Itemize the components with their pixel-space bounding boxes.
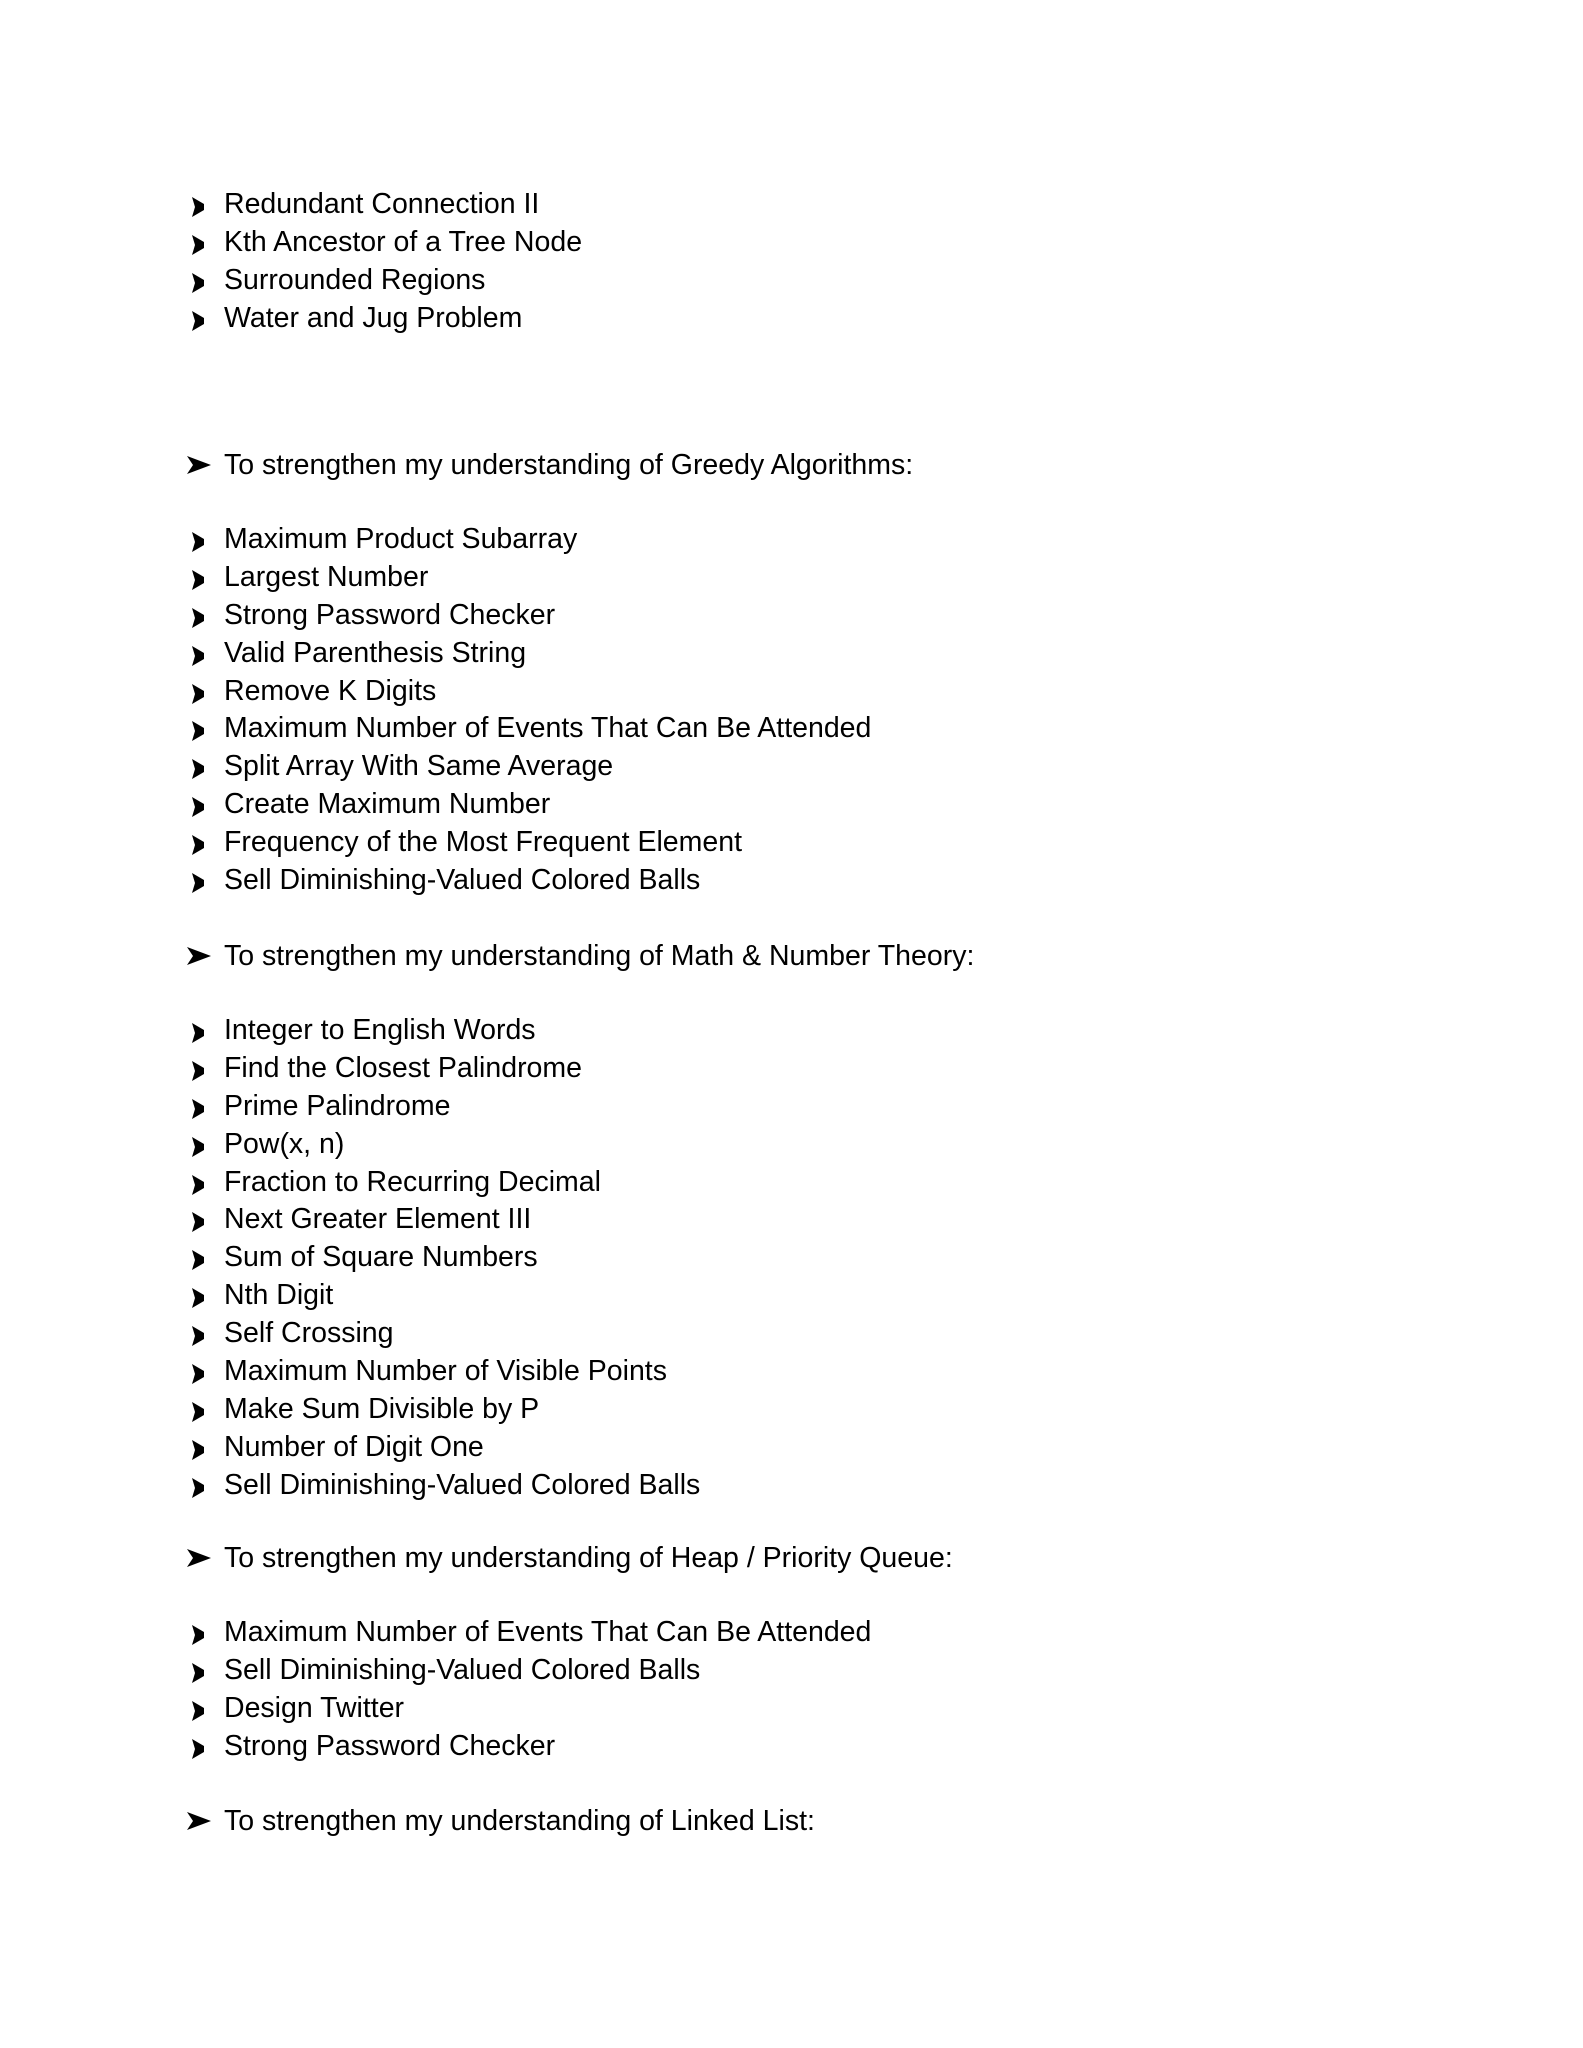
arrowhead-bullet-icon bbox=[191, 1478, 205, 1498]
list-item: Strong Password Checker bbox=[187, 1728, 1387, 1766]
arrowhead-bullet-icon bbox=[191, 311, 205, 331]
list-item: Surrounded Regions bbox=[187, 262, 1387, 300]
arrowhead-bullet-icon bbox=[191, 1625, 205, 1645]
arrowhead-bullet-icon bbox=[191, 608, 205, 628]
list-item: Water and Jug Problem bbox=[187, 300, 1387, 338]
list-item: Create Maximum Number bbox=[187, 786, 1387, 824]
section-list-math bbox=[187, 1012, 1387, 1505]
list-item: Fraction to Recurring Decimal bbox=[187, 1164, 1387, 1202]
arrowhead-bullet-icon bbox=[191, 1212, 205, 1232]
list-item: Nth Digit bbox=[187, 1277, 1387, 1315]
arrowhead-bullet-icon bbox=[191, 197, 205, 217]
list-item: Largest Number bbox=[187, 559, 1387, 597]
arrowhead-bullet-icon bbox=[191, 1364, 205, 1384]
arrowhead-bullet-icon bbox=[191, 532, 205, 552]
list-item: Pow(x, n) bbox=[187, 1126, 1387, 1164]
arrowhead-bullet-icon bbox=[191, 1023, 205, 1043]
list-item: Split Array With Same Average bbox=[187, 748, 1387, 786]
arrow-right-icon bbox=[187, 947, 211, 965]
list-item: Frequency of the Most Frequent Element bbox=[187, 824, 1387, 862]
arrowhead-bullet-icon bbox=[191, 873, 205, 893]
arrowhead-bullet-icon bbox=[191, 235, 205, 255]
list-item: Valid Parenthesis String bbox=[187, 635, 1387, 673]
list-item: Next Greater Element III bbox=[187, 1201, 1387, 1239]
arrowhead-bullet-icon bbox=[191, 1175, 205, 1195]
intro-list bbox=[187, 186, 1387, 338]
list-item: Sum of Square Numbers bbox=[187, 1239, 1387, 1277]
list-item: Maximum Number of Events That Can Be Attended bbox=[187, 1614, 1387, 1652]
arrowhead-bullet-icon bbox=[191, 1061, 205, 1081]
arrow-right-icon bbox=[187, 1549, 211, 1567]
arrowhead-bullet-icon bbox=[191, 835, 205, 855]
arrowhead-bullet-icon bbox=[191, 570, 205, 590]
list-item: Maximum Number of Events That Can Be Attended bbox=[187, 710, 1387, 748]
list-item: Kth Ancestor of a Tree Node bbox=[187, 224, 1387, 262]
arrowhead-bullet-icon bbox=[191, 1739, 205, 1759]
arrowhead-bullet-icon bbox=[191, 1288, 205, 1308]
list-item: Maximum Product Subarray bbox=[187, 521, 1387, 559]
section-list-greedy bbox=[187, 521, 1387, 900]
arrowhead-bullet-icon bbox=[191, 1663, 205, 1683]
arrowhead-bullet-icon bbox=[191, 721, 205, 741]
list-item: Integer to English Words bbox=[187, 1012, 1387, 1050]
list-item: Prime Palindrome bbox=[187, 1088, 1387, 1126]
arrowhead-bullet-icon bbox=[191, 797, 205, 817]
list-item: Make Sum Divisible by P bbox=[187, 1391, 1387, 1429]
arrow-right-icon bbox=[187, 1812, 211, 1830]
list-item: Maximum Number of Visible Points bbox=[187, 1353, 1387, 1391]
list-item: Redundant Connection II bbox=[187, 186, 1387, 224]
list-item: Find the Closest Palindrome bbox=[187, 1050, 1387, 1088]
arrowhead-bullet-icon bbox=[191, 1326, 205, 1346]
arrowhead-bullet-icon bbox=[191, 1099, 205, 1119]
arrowhead-bullet-icon bbox=[191, 1701, 205, 1721]
arrowhead-bullet-icon bbox=[191, 1440, 205, 1460]
arrowhead-bullet-icon bbox=[191, 1137, 205, 1157]
list-item: Design Twitter bbox=[187, 1690, 1387, 1728]
arrowhead-bullet-icon bbox=[191, 759, 205, 779]
list-item: Sell Diminishing-Valued Colored Balls bbox=[187, 1652, 1387, 1690]
list-item: Number of Digit One bbox=[187, 1429, 1387, 1467]
arrowhead-bullet-icon bbox=[191, 273, 205, 293]
list-item: Strong Password Checker bbox=[187, 597, 1387, 635]
arrow-right-icon bbox=[187, 456, 211, 474]
section-list-heap bbox=[187, 1614, 1387, 1766]
arrowhead-bullet-icon bbox=[191, 646, 205, 666]
list-item: Remove K Digits bbox=[187, 673, 1387, 711]
list-item: Self Crossing bbox=[187, 1315, 1387, 1353]
list-item: Sell Diminishing-Valued Colored Balls bbox=[187, 1467, 1387, 1505]
arrowhead-bullet-icon bbox=[191, 684, 205, 704]
arrowhead-bullet-icon bbox=[191, 1402, 205, 1422]
arrowhead-bullet-icon bbox=[191, 1250, 205, 1270]
list-item: Sell Diminishing-Valued Colored Balls bbox=[187, 862, 1387, 900]
document-page: Redundant Connection II Kth Ancestor of a Tree Node Surrounded Regions Water and Jug Problem To strengthen my understanding of Greedy Algorithms: Maximum Product Subarray Largest Number Strong Password Checker Valid Parenthesis String Remove K Digits Maximum Number of Events That Can Be Attended Split Array With Same Average Create Maximum Number Frequency of the Most Frequent Element Sell Diminishing-Valued Colored Balls To strengthen my understanding of Math & Number Theory: Integer to English Words Find the Closest Palindrome Prime Palindrome Pow(x, n) Fraction to Recurring Decimal Next Greater Element III Sum of Square Numbers Nth Digit Self Crossing Maximum Number of Visible Points Make Sum Divisible by P Number of Digit One Sell Diminishing-Valued Colored Balls To strengthen my understanding of Heap / Priority Queue: Maximum Number of Events That Can Be Attended Sell Diminishing-Valued Colored Balls Design Twitter Strong Password Checker To strengthen my understanding of Linked List: bbox=[0, 0, 1583, 2048]
